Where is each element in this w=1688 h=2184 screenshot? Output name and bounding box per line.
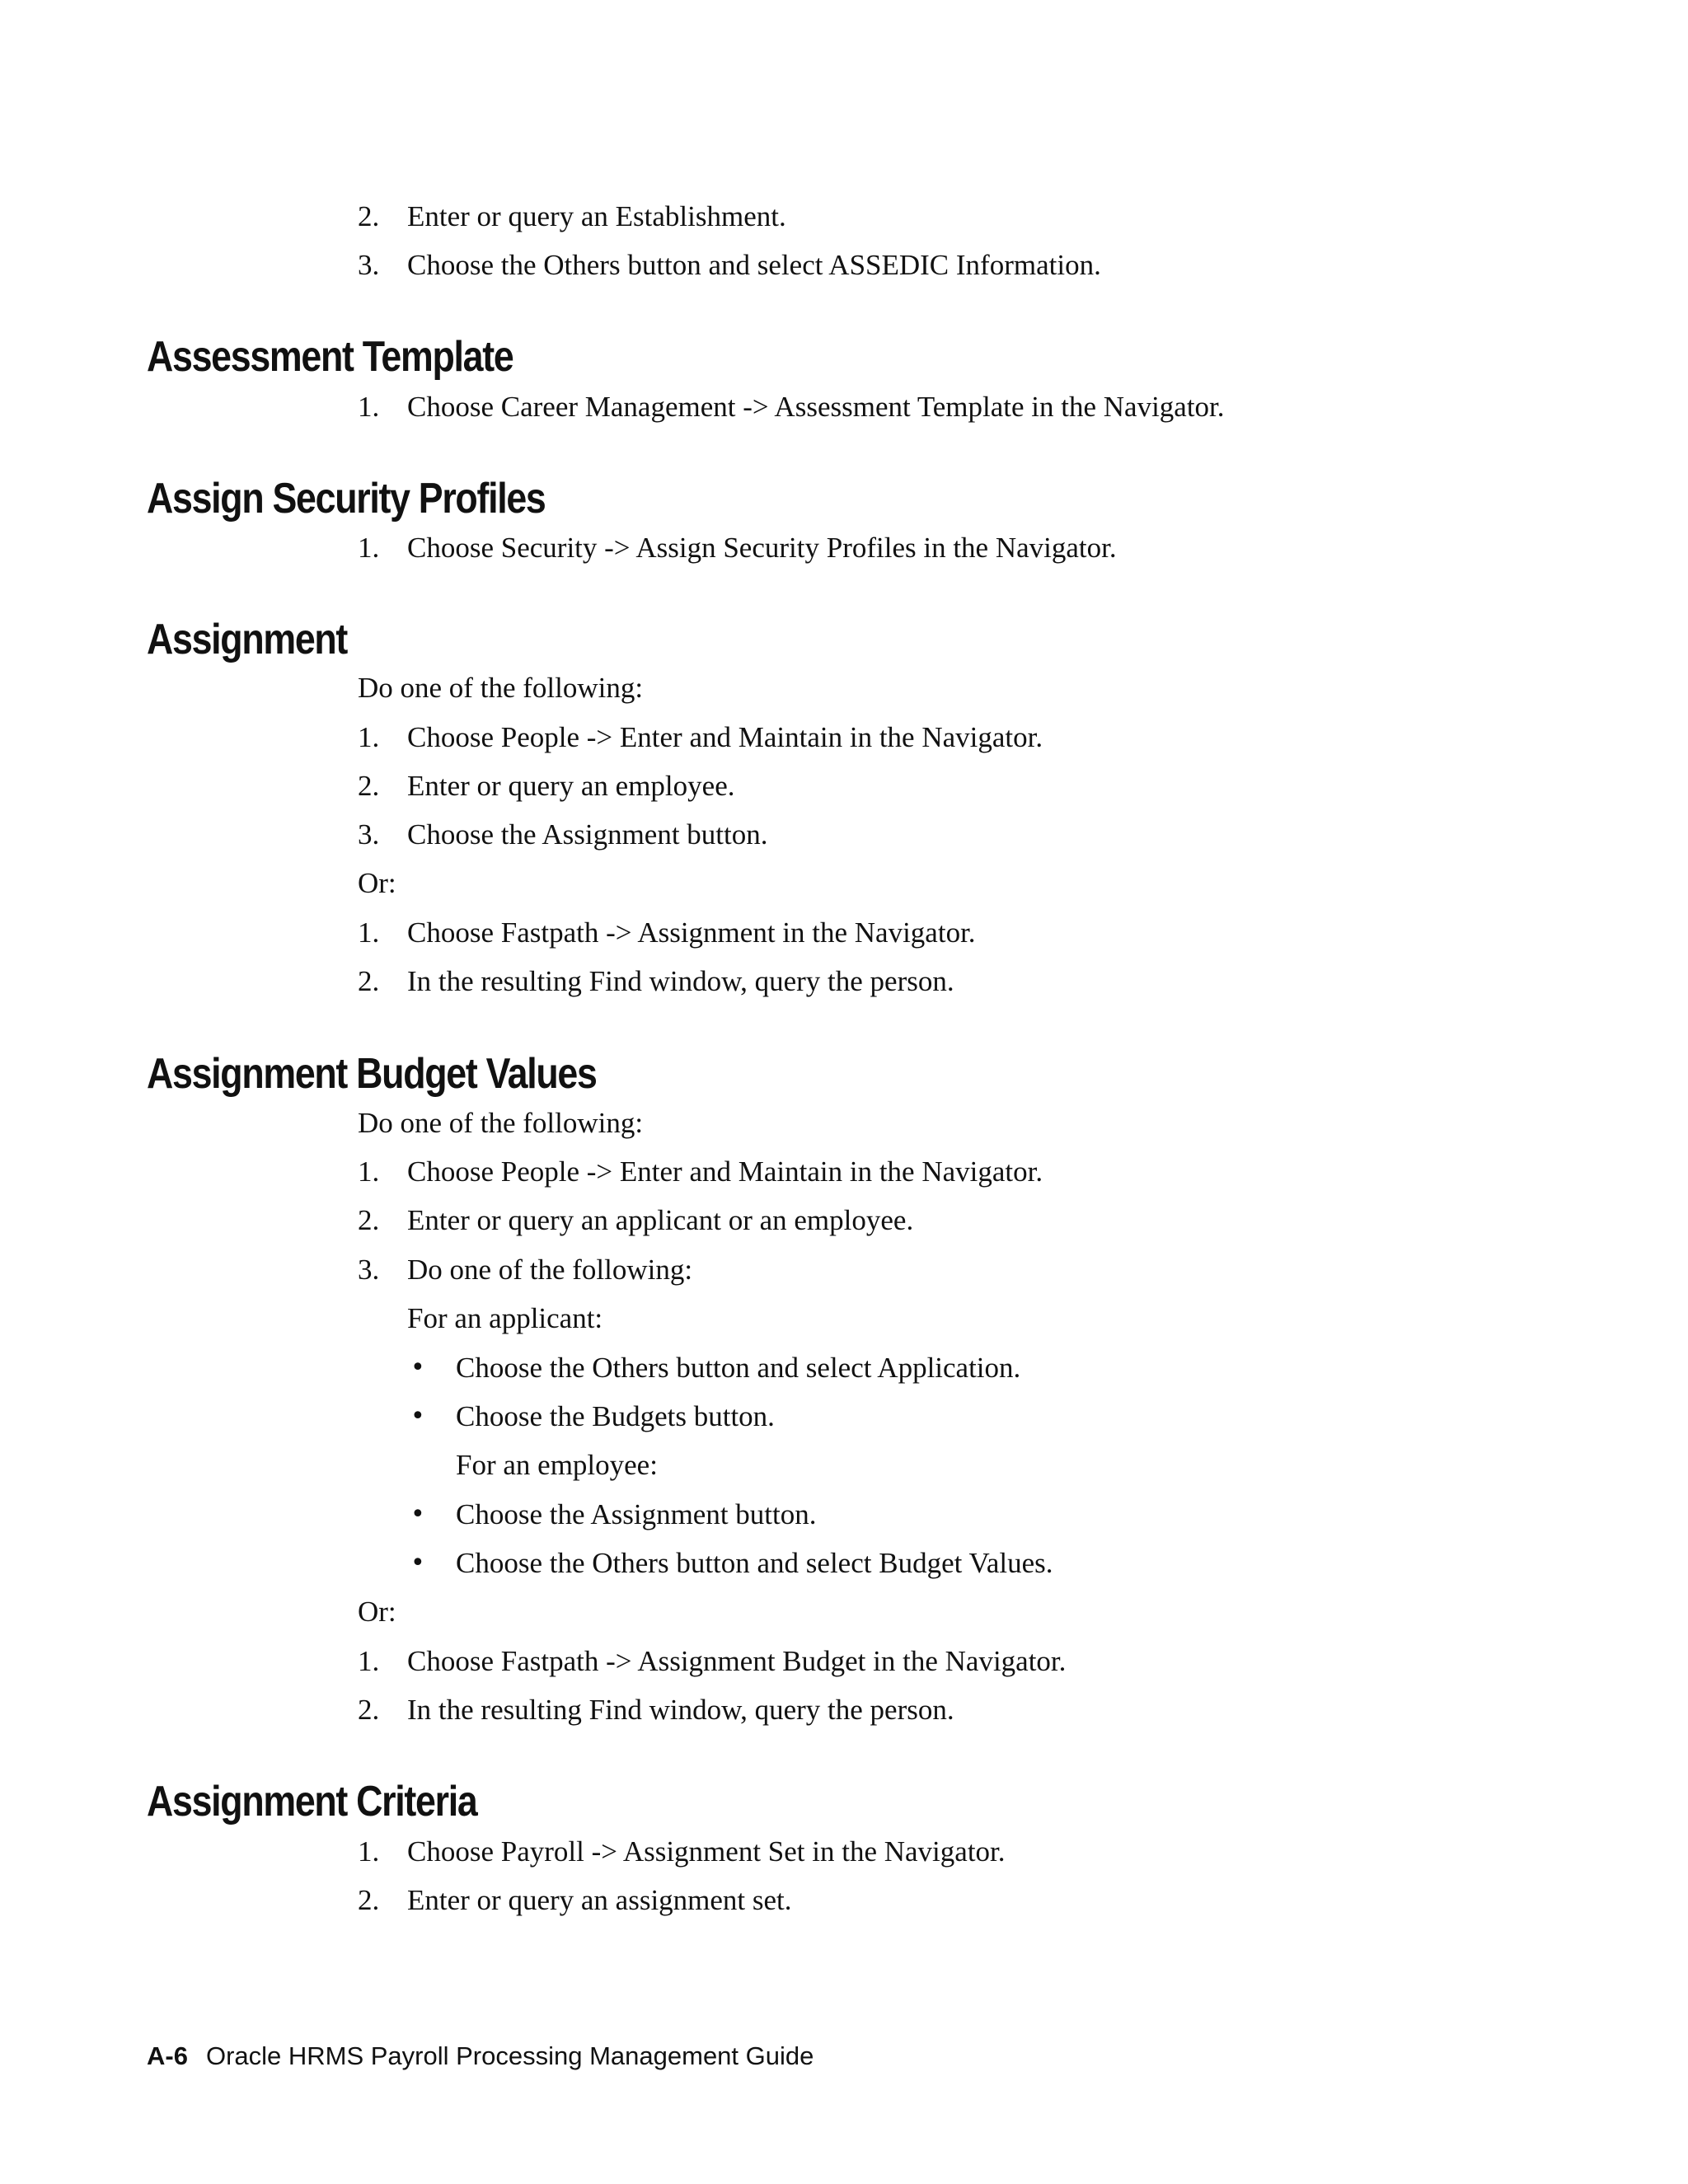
section-heading-assignment-budget-values: Assignment Budget Values — [147, 1050, 597, 1098]
step-text: Enter or query an Establishment. — [407, 200, 786, 232]
bullet-icon: • — [410, 1402, 425, 1431]
step-number: 2. — [358, 200, 380, 232]
step-text: Choose Security -> Assign Security Profiles in the Navigator. — [407, 532, 1117, 564]
step-number: 1. — [358, 1645, 380, 1677]
step-number: 3. — [358, 818, 380, 851]
section-heading-assign-security-profiles: Assign Security Profiles — [147, 475, 546, 523]
section-heading-assessment-template: Assessment Template — [147, 333, 513, 381]
bullet-text: Choose the Assignment button. — [456, 1498, 817, 1530]
section-heading-assignment-criteria: Assignment Criteria — [147, 1778, 477, 1825]
step-text: Choose People -> Enter and Maintain in the Navigator. — [407, 721, 1043, 753]
employee-label: For an employee: — [456, 1449, 658, 1481]
page-footer — [147, 2040, 814, 2073]
page-number: A-6 — [147, 2041, 188, 2070]
step-number: 1. — [358, 532, 380, 564]
step-text: Enter or query an assignment set. — [407, 1884, 792, 1916]
section-heading-assignment: Assignment — [147, 616, 348, 663]
book-title: Oracle HRMS Payroll Processing Management Guide — [205, 2041, 814, 2070]
bullet-icon: • — [410, 1353, 425, 1382]
step-text: Choose People -> Enter and Maintain in the Navigator. — [407, 1155, 1043, 1188]
step-text: Do one of the following: — [407, 1254, 693, 1286]
section-intro: Do one of the following: — [358, 1107, 644, 1139]
step-number: 1. — [358, 1835, 380, 1868]
or-label: Or: — [358, 1596, 396, 1628]
step-text: Choose Career Management -> Assessment Template in the Navigator. — [407, 391, 1225, 423]
bullet-icon: • — [410, 1549, 425, 1577]
bullet-text: Choose the Others button and select Application. — [456, 1352, 1021, 1384]
step-number: 1. — [358, 1155, 380, 1188]
step-number: 1. — [358, 916, 380, 949]
step-number: 2. — [358, 1694, 380, 1726]
step-number: 3. — [358, 1254, 380, 1286]
bullet-icon: • — [410, 1500, 425, 1529]
step-text: Enter or query an employee. — [407, 770, 735, 802]
step-text: In the resulting Find window, query the person. — [407, 965, 954, 997]
or-label: Or: — [358, 867, 396, 899]
step-text: Choose Fastpath -> Assignment in the Navigator. — [407, 916, 976, 949]
step-number: 2. — [358, 1204, 380, 1236]
step-text: Choose Fastpath -> Assignment Budget in the Navigator. — [407, 1645, 1067, 1677]
step-number: 2. — [358, 1884, 380, 1916]
step-text: Enter or query an applicant or an employee. — [407, 1204, 914, 1236]
step-number: 1. — [358, 391, 380, 423]
step-number: 1. — [358, 721, 380, 753]
bullet-text: Choose the Budgets button. — [456, 1400, 775, 1432]
step-text: Choose the Others button and select ASSEDIC Information. — [407, 249, 1101, 281]
bullet-text: Choose the Others button and select Budget Values. — [456, 1547, 1053, 1579]
applicant-label: For an applicant: — [407, 1302, 603, 1334]
step-number: 3. — [358, 249, 380, 281]
section-intro: Do one of the following: — [358, 672, 644, 704]
step-text: In the resulting Find window, query the person. — [407, 1694, 954, 1726]
step-number: 2. — [358, 770, 380, 802]
step-text: Choose the Assignment button. — [407, 818, 768, 851]
step-number: 2. — [358, 965, 380, 997]
step-text: Choose Payroll -> Assignment Set in the Navigator. — [407, 1835, 1006, 1868]
